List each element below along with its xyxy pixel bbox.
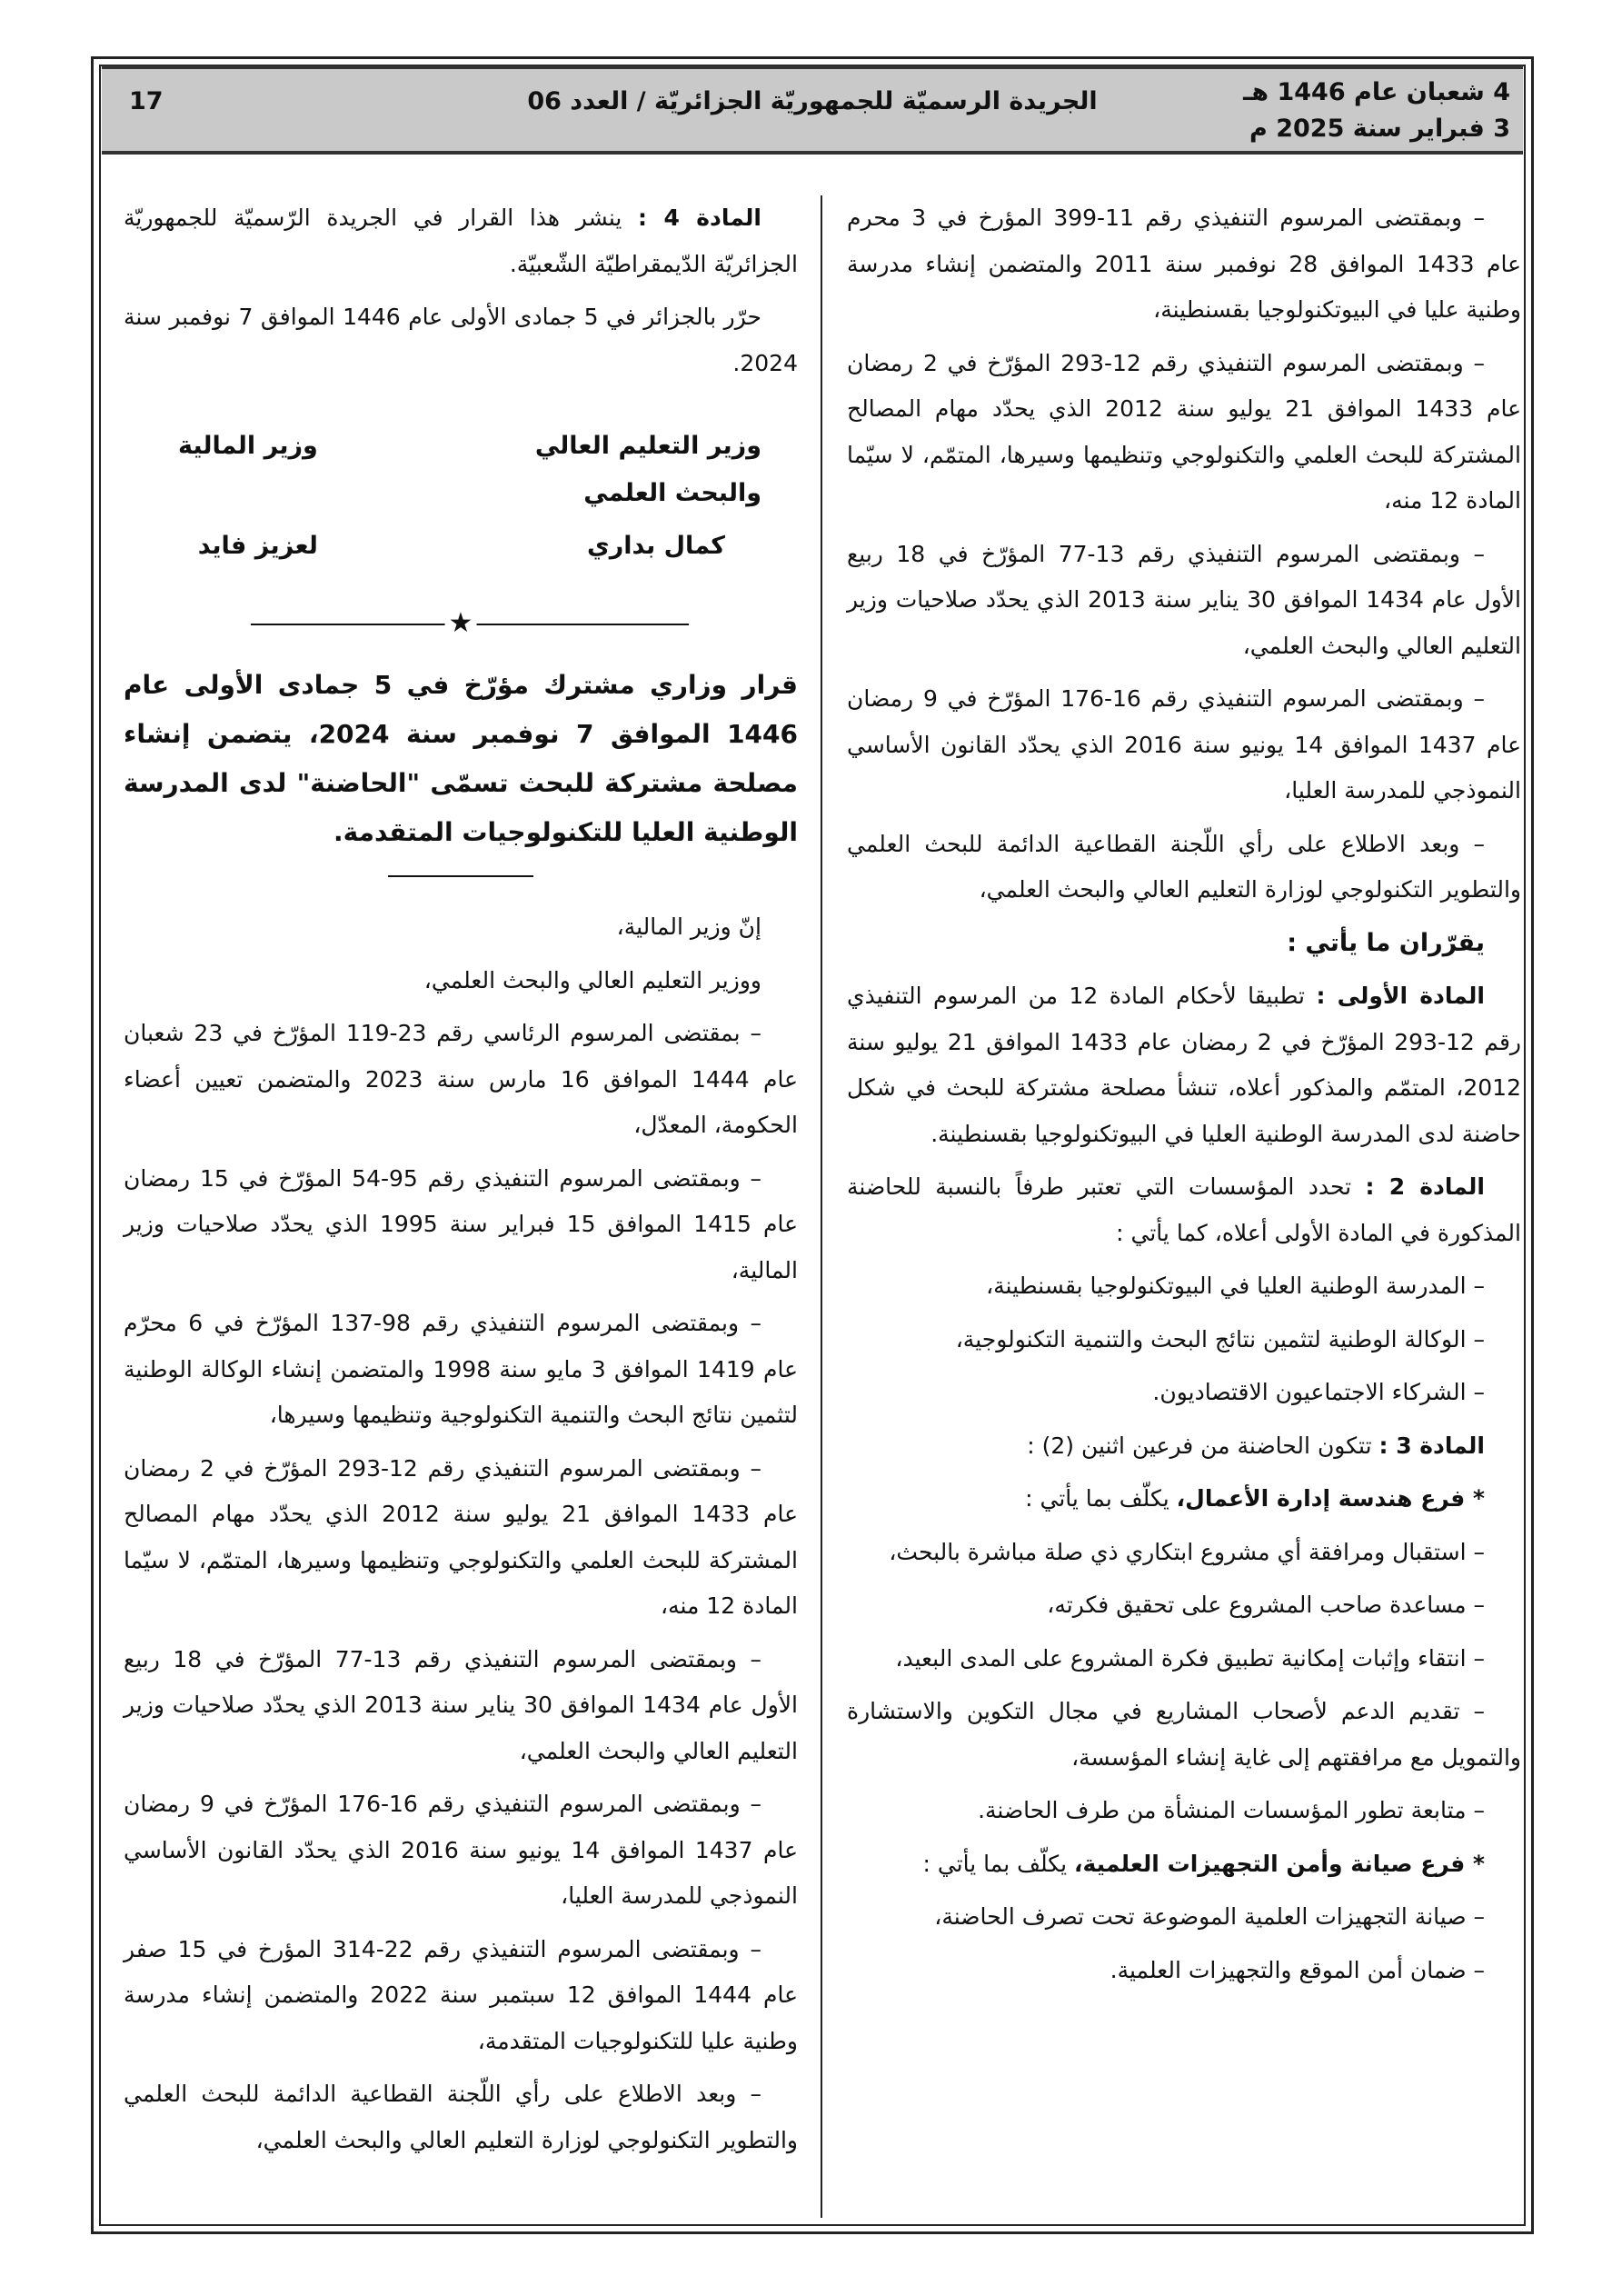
signature-name: لعزيز فايد [197,532,318,560]
paragraph: – وبمقتضى المرسوم التنفيذي رقم 98-137 المؤرّخ في 6 محرّم عام 1419 الموافق 3 مايو سنة 1998 والمتضمن إنشاء الوكالة الوطنية لتثمين نتائج البحث والتنمية التكنولوجية وتنظيمها وسيرها، [124,1310,798,1428]
article-4 [124,195,798,287]
article-label: المادة الأولى : [1316,983,1485,1009]
article-text: تتكون الحاضنة من فرعين اثنين (2) : [1027,1432,1379,1459]
decree-title: قرار وزاري مشترك مؤرّخ في 5 جمادى الأولى عام 1446 الموافق 7 نوفمبر سنة 2024، يتضمن إنشاء مصلحة مشتركة للبحث تسمّى "الحاضنة" لدى المدرسة الوطنية العليا للتكنولوجيات المتقدمة. [124,670,798,847]
list-item: – انتقاء وإثبات إمكانية تطبيق فكرة المشروع على المدى البعيد، [895,1644,1485,1672]
branch-2 [847,1842,1521,1888]
paragraph: – وبمقتضى المرسوم التنفيذي رقم 11-399 المؤرخ في 3 محرم عام 1433 الموافق 28 نوفمبر سنة 2011 والمتضمن إنشاء مدرسة وطنية عليا في البيوتكنولوجيا بقسنطينة، [847,205,1521,323]
header-date-gregorian: 3 فبراير سنة 2025 م [1249,115,1510,143]
decision-heading: يقرّران ما يأتي : [1287,928,1485,957]
signature-higher-education [489,423,761,570]
article-label: المادة 4 : [638,205,761,231]
paragraph: – وبمقتضى المرسوم التنفيذي رقم 13-77 المؤرّخ في 18 ربيع الأول عام 1434 الموافق 30 يناير سنة 2013 الذي يحدّد صلاحيات وزير التعليم العالي والبحث العلمي، [847,540,1521,659]
done-at: حرّر بالجزائر في 5 جمادى الأولى عام 1446 الموافق 7 نوفمبر سنة 2024. [124,304,798,376]
paragraph: – وبمقتضى المرسوم التنفيذي رقم 95-54 المؤرّخ في 15 رمضان عام 1415 الموافق 15 فبراير سنة 1995 الذي يحدّد صلاحيات وزير المالية، [124,1164,798,1283]
list-item: – مساعدة صاحب المشروع على تحقيق فكرته، [1047,1592,1485,1618]
branch-tail: يكلّف بما يأتي : [1025,1485,1177,1512]
page-number: 17 [129,87,164,115]
star-icon: ★ [445,606,477,641]
right-column [847,195,1521,2001]
list-item: – المدرسة الوطنية العليا في البيوتكنولوجيا بقسنطينة، [986,1273,1485,1299]
header-title: الجريدة الرسميّة للجمهوريّة الجزائريّة / العدد 06 [527,87,1098,115]
paragraph: إنّ وزير المالية، [616,913,761,940]
list-item: – متابعة تطور المؤسسات المنشأة من طرف الحاضنة. [978,1797,1485,1823]
branch-title: * فرع هندسة إدارة الأعمال، [1176,1485,1485,1512]
list-item: – الشركاء الاجتماعيون الاقتصاديون. [1152,1379,1485,1405]
star-separator [124,606,798,643]
article-1 [847,973,1521,1157]
paragraph: – وبعد الاطلاع على رأي اللّجنة القطاعية الدائمة للبحث العلمي والتطوير التكنولوجي لوزارة التعليم العالي والبحث العلمي، [847,830,1521,903]
paragraph: – بمقتضى المرسوم الرئاسي رقم 23-119 المؤرّخ في 23 شعبان عام 1444 الموافق 16 مارس سنة 2023 والمتضمن تعيين أعضاء الحكومة، المعدّل، [124,1020,798,1138]
list-item: – استقبال ومرافقة أي مشروع ابتكاري ذي صلة مباشرة بالبحث، [889,1538,1485,1565]
paragraph: – وبمقتضى المرسوم التنفيذي رقم 22-314 المؤرخ في 15 صفر عام 1444 الموافق 12 سبتمبر سنة 2022 والمتضمن إنشاء مدرسة وطنية عليا للتكنولوجيات المتقدمة، [124,1935,799,2054]
paragraph: – وبمقتضى المرسوم التنفيذي رقم 12-293 المؤرّخ في 2 رمضان عام 1433 الموافق 21 يوليو سنة 2012 الذي يحدّد مهام المصالح المشتركة للبحث العلمي والتكنولوجي وتنظيمها وسيرها، المتمّم، لا سيّما المادة 12 منه، [124,1454,798,1619]
left-column [124,195,798,2171]
article-text: تطبيقا لأحكام المادة 12 من المرسوم التنفيذي رقم 12-293 المؤرّخ في 2 رمضان عام 1433 الموافق 21 يوليو سنة 2012، المتمّم والمذكور أعلاه، تنشأ مصلحة مشتركة للبحث في شكل حاضنة لدى المدرسة الوطنية العليا في البيوتكنولوجيا بقسنطينة. [847,983,1521,1147]
list-item: – الوكالة الوطنية لتثمين نتائج البحث والتنمية التكنولوجية، [955,1325,1485,1353]
branch-1 [847,1476,1521,1522]
paragraph: – وبمقتضى المرسوم التنفيذي رقم 16-176 المؤرّخ في 9 رمضان عام 1437 الموافق 14 يونيو سنة 2016 الذي يحدّد القانون الأساسي النموذجي للمدرسة العليا، [124,1791,798,1909]
article-text: تحدد المؤسسات التي تعتبر طرفاً بالنسبة للحاضنة المذكورة في المادة الأولى أعلاه، كما يأتي : [847,1173,1521,1246]
article-text: ينشر هذا القرار في الجريدة الرّسميّة للجمهوريّة الجزائريّة الدّيمقراطيّة الشّعبيّة. [124,205,798,277]
signatures [178,423,761,570]
header-date-hijri: 4 شعبان عام 1446 هـ [1243,78,1510,106]
paragraph: – وبمقتضى المرسوم التنفيذي رقم 12-293 المؤرّخ في 2 رمضان عام 1433 الموافق 21 يوليو سنة 2012 الذي يحدّد مهام المصالح المشتركة للبحث العلمي والتكنولوجي وتنظيمها وسيرها، المتمّم، لا سيّما المادة 12 منه، [847,349,1521,514]
signature-title: وزير التعليم العالي والبحث العلمي [534,432,761,507]
list-item: – صيانة التجهيزات العلمية الموضوعة تحت تصرف الحاضنة، [934,1903,1485,1930]
signature-name: كمال بداري [586,532,725,560]
column-divider [821,195,822,2218]
paragraph: – وبمقتضى المرسوم التنفيذي رقم 16-176 المؤرّخ في 9 رمضان عام 1437 الموافق 14 يونيو سنة 2016 الذي يحدّد القانون الأساسي النموذجي للمدرسة العليا، [847,685,1521,804]
branch-title: * فرع صيانة وأمن التجهيزات العلمية، [1073,1850,1485,1877]
article-label: المادة 3 : [1378,1432,1485,1459]
article-2 [847,1164,1521,1256]
article-label: المادة 2 : [1365,1173,1485,1200]
paragraph: – وبعد الاطلاع على رأي اللّجنة القطاعية الدائمة للبحث العلمي والتطوير التكنولوجي لوزارة التعليم العالي والبحث العلمي، [124,2081,798,2153]
branch-tail: يكلّف بما يأتي : [922,1850,1074,1877]
list-item: – ضمان أمن الموقع والتجهيزات العلمية. [1110,1956,1485,1983]
paragraph: ووزير التعليم العالي والبحث العلمي، [423,966,761,993]
short-separator [388,875,533,877]
article-3 [847,1423,1521,1470]
signature-title: وزير المالية [178,432,318,460]
paragraph: – وبمقتضى المرسوم التنفيذي رقم 13-77 المؤرّخ في 18 ربيع الأول عام 1434 الموافق 30 يناير سنة 2013 الذي يحدّد صلاحيات وزير التعليم العالي والبحث العلمي، [124,1645,798,1764]
signature-finance [178,423,318,570]
list-item: – تقديم الدعم لأصحاب المشاريع في مجال التكوين والاستشارة والتمويل مع مرافقتهم إلى غاية إنشاء المؤسسة، [847,1698,1521,1771]
gazette-header [102,65,1523,155]
